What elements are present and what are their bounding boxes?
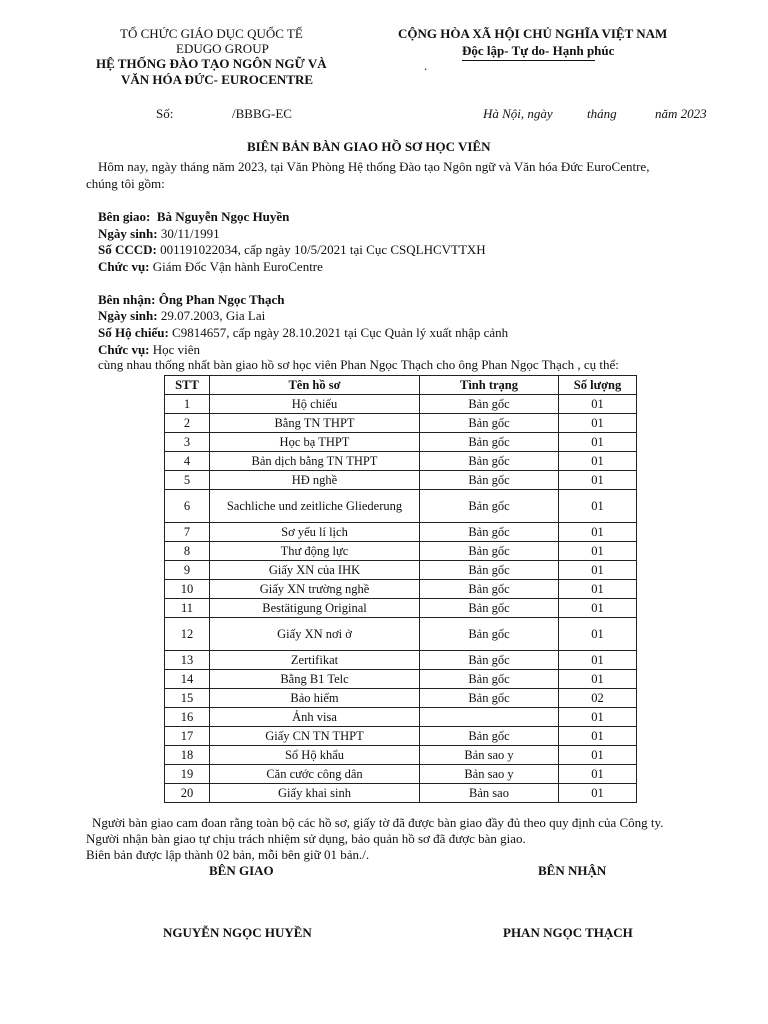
cell-quantity: 01 — [559, 433, 637, 452]
cell-stt: 5 — [165, 471, 210, 490]
cell-document-name: Bản dịch bằng TN THPT — [210, 452, 420, 471]
table-row — [165, 471, 637, 490]
table-row — [165, 651, 637, 670]
cell-quantity: 01 — [559, 670, 637, 689]
table-row — [165, 414, 637, 433]
cell-document-name: Học bạ THPT — [210, 433, 420, 452]
closing-line1: Người bàn giao cam đoan rằng toàn bộ các hồ sơ, giấy tờ đã được bàn giao đầy đủ theo quy định của Công ty. — [92, 815, 664, 830]
cell-status: Bản gốc — [420, 523, 559, 542]
cell-quantity: 01 — [559, 395, 637, 414]
cell-quantity: 01 — [559, 708, 637, 727]
giver-name: Bà Nguyễn Ngọc Huyền — [156, 209, 290, 224]
cell-stt: 7 — [165, 523, 210, 542]
cell-status: Bản sao y — [420, 765, 559, 784]
intro-line1: Hôm nay, ngày tháng năm 2023, tại Văn Phòng Hệ thống Đào tạo Ngôn ngữ và Văn hóa Đức EuroCentre, — [98, 159, 650, 174]
cell-document-name: Sơ yếu lí lịch — [210, 523, 420, 542]
cell-document-name: Căn cước công dân — [210, 765, 420, 784]
cell-status: Bản sao — [420, 784, 559, 803]
giver-dob-label: Ngày sinh: — [98, 226, 158, 241]
cell-quantity: 01 — [559, 727, 637, 746]
table-row — [165, 433, 637, 452]
cell-status: Bản gốc — [420, 452, 559, 471]
receiver-dob-label: Ngày sinh: — [98, 308, 158, 323]
cell-document-name: Giấy XN trường nghề — [210, 580, 420, 599]
table-header-row — [165, 376, 637, 395]
cell-stt: 1 — [165, 395, 210, 414]
date-month: tháng — [587, 106, 617, 121]
cell-quantity: 01 — [559, 765, 637, 784]
cell-quantity: 01 — [559, 490, 637, 523]
giver-id-line — [98, 242, 486, 258]
header-document-name: Tên hồ sơ — [210, 376, 420, 395]
cell-status: Bản gốc — [420, 599, 559, 618]
receiver-role-label: Chức vụ: — [98, 342, 150, 357]
cell-stt: 20 — [165, 784, 210, 803]
table-row — [165, 765, 637, 784]
giver-role: Giám Đốc Vận hành EuroCentre — [152, 259, 323, 274]
cell-status: Bản gốc — [420, 433, 559, 452]
cell-quantity: 01 — [559, 580, 637, 599]
cell-status: Bản gốc — [420, 727, 559, 746]
giver-label: Bên giao: — [98, 209, 151, 224]
receiver-passport-line — [98, 325, 508, 341]
receiver-passport: C9814657, cấp ngày 28.10.2021 tại Cục Quản lý xuất nhập cảnh — [172, 325, 509, 340]
cell-document-name: Sổ Hộ khẩu — [210, 746, 420, 765]
receiver-signature-title: BÊN NHẬN — [538, 863, 607, 878]
table-row — [165, 599, 637, 618]
table-row — [165, 746, 637, 765]
cell-status: Bản gốc — [420, 395, 559, 414]
table-row — [165, 670, 637, 689]
doc-number-label: Số: — [156, 106, 174, 121]
closing-line3: Biên bản được lập thành 02 bản, mỗi bên giữ 01 bản./. — [86, 847, 370, 862]
table-row — [165, 490, 637, 523]
cell-quantity: 01 — [559, 561, 637, 580]
cell-stt: 14 — [165, 670, 210, 689]
cell-stt: 19 — [165, 765, 210, 784]
cell-stt: 4 — [165, 452, 210, 471]
date-place: Hà Nội, ngày — [483, 106, 553, 121]
cell-status: Bản gốc — [420, 561, 559, 580]
cell-stt: 15 — [165, 689, 210, 708]
giver-role-line — [98, 259, 323, 275]
receiver-dob: 29.07.2003, Gia Lai — [160, 308, 266, 323]
cell-document-name: Bằng B1 Telc — [210, 670, 420, 689]
table-row — [165, 580, 637, 599]
cell-quantity: 01 — [559, 414, 637, 433]
motto-underline — [462, 60, 595, 61]
receiver-signature-name: PHAN NGỌC THẠCH — [503, 925, 633, 940]
giver-role-label: Chức vụ: — [98, 259, 150, 274]
country-motto-line2: Độc lập- Tự do- Hạnh phúc — [462, 43, 615, 58]
table-row — [165, 689, 637, 708]
header-dot: . — [424, 58, 428, 73]
receiver-role: Học viên — [152, 342, 201, 357]
document-title: BIÊN BẢN BÀN GIAO HỒ SƠ HỌC VIÊN — [247, 139, 491, 154]
cell-document-name: Bestätigung Original — [210, 599, 420, 618]
cell-document-name: HĐ nghề — [210, 471, 420, 490]
org-name-line4: VĂN HÓA ĐỨC- EUROCENTRE — [121, 72, 313, 87]
cell-stt: 13 — [165, 651, 210, 670]
giver-dob: 30/11/1991 — [160, 226, 220, 241]
giver-signature-title: BÊN GIAO — [209, 863, 274, 878]
cell-stt: 10 — [165, 580, 210, 599]
header-stt: STT — [165, 376, 210, 395]
cell-document-name: Giấy khai sinh — [210, 784, 420, 803]
cell-stt: 18 — [165, 746, 210, 765]
giver-id-label: Số CCCD: — [98, 242, 157, 257]
cell-quantity: 01 — [559, 471, 637, 490]
receiver-dob-line — [98, 308, 265, 324]
doc-number-value: /BBBG-EC — [232, 106, 292, 121]
cell-document-name: Ảnh visa — [210, 708, 420, 727]
giver-line — [98, 209, 289, 225]
table-row — [165, 452, 637, 471]
cell-status: Bản gốc — [420, 651, 559, 670]
table-row — [165, 708, 637, 727]
cell-status: Bản sao y — [420, 746, 559, 765]
cell-document-name: Hộ chiếu — [210, 395, 420, 414]
intro-line2: chúng tôi gồm: — [86, 176, 165, 191]
table-row — [165, 542, 637, 561]
receiver-role-line — [98, 342, 200, 358]
cell-quantity: 01 — [559, 746, 637, 765]
cell-quantity: 01 — [559, 452, 637, 471]
cell-quantity: 01 — [559, 523, 637, 542]
cell-stt: 2 — [165, 414, 210, 433]
receiver-passport-label: Số Hộ chiếu: — [98, 325, 169, 340]
header-quantity: Số lượng — [559, 376, 637, 395]
cell-stt: 17 — [165, 727, 210, 746]
table-row — [165, 561, 637, 580]
cell-status — [420, 708, 559, 727]
giver-signature-name: NGUYỄN NGỌC HUYỀN — [163, 925, 312, 940]
receiver-line — [98, 292, 285, 308]
table-row — [165, 523, 637, 542]
cell-status: Bản gốc — [420, 689, 559, 708]
cell-document-name: Zertifikat — [210, 651, 420, 670]
cell-stt: 16 — [165, 708, 210, 727]
cell-quantity: 01 — [559, 542, 637, 561]
receiver-label: Bên nhận: — [98, 292, 156, 307]
cell-quantity: 02 — [559, 689, 637, 708]
cell-status: Bản gốc — [420, 471, 559, 490]
giver-id: 001191022034, cấp ngày 10/5/2021 tại Cục CSQLHCVTTXH — [160, 242, 486, 257]
cell-status: Bản gốc — [420, 414, 559, 433]
cell-status: Bản gốc — [420, 580, 559, 599]
cell-document-name: Giấy XN nơi ở — [210, 618, 420, 651]
cell-stt: 11 — [165, 599, 210, 618]
closing-line2: Người nhận bàn giao tự chịu trách nhiệm sử dụng, bảo quản hồ sơ đã được bàn giao. — [86, 831, 526, 846]
cell-quantity: 01 — [559, 599, 637, 618]
cell-document-name: Bảo hiểm — [210, 689, 420, 708]
cell-status: Bản gốc — [420, 670, 559, 689]
cell-document-name: Giấy CN TN THPT — [210, 727, 420, 746]
table-row — [165, 727, 637, 746]
cell-stt: 6 — [165, 490, 210, 523]
cell-document-name: Bằng TN THPT — [210, 414, 420, 433]
cell-stt: 9 — [165, 561, 210, 580]
cell-stt: 8 — [165, 542, 210, 561]
table-row — [165, 618, 637, 651]
cell-document-name: Giấy XN của IHK — [210, 561, 420, 580]
receiver-name: Ông Phan Ngọc Thạch — [158, 292, 285, 307]
header-status: Tình trạng — [420, 376, 559, 395]
cell-quantity: 01 — [559, 651, 637, 670]
agreement-text: cùng nhau thống nhất bàn giao hồ sơ học viên Phan Ngọc Thạch cho ông Phan Ngọc Thạch , cụ thể: — [98, 357, 619, 372]
cell-stt: 12 — [165, 618, 210, 651]
org-name-line2: EDUGO GROUP — [176, 41, 269, 56]
cell-document-name: Sachliche und zeitliche Gliederung — [210, 490, 420, 523]
cell-stt: 3 — [165, 433, 210, 452]
country-motto-line1: CỘNG HÒA XÃ HỘI CHỦ NGHĨA VIỆT NAM — [398, 26, 668, 41]
cell-document-name: Thư động lực — [210, 542, 420, 561]
cell-status: Bản gốc — [420, 618, 559, 651]
table-row — [165, 784, 637, 803]
cell-quantity: 01 — [559, 784, 637, 803]
table-row — [165, 395, 637, 414]
giver-dob-line — [98, 226, 220, 242]
cell-status: Bản gốc — [420, 490, 559, 523]
cell-quantity: 01 — [559, 618, 637, 651]
cell-status: Bản gốc — [420, 542, 559, 561]
date-year: năm 2023 — [655, 106, 707, 121]
org-name-line1: TỔ CHỨC GIÁO DỤC QUỐC TẾ — [120, 26, 303, 41]
org-name-line3: HỆ THỐNG ĐÀO TẠO NGÔN NGỮ VÀ — [96, 56, 327, 71]
documents-table — [164, 375, 637, 803]
